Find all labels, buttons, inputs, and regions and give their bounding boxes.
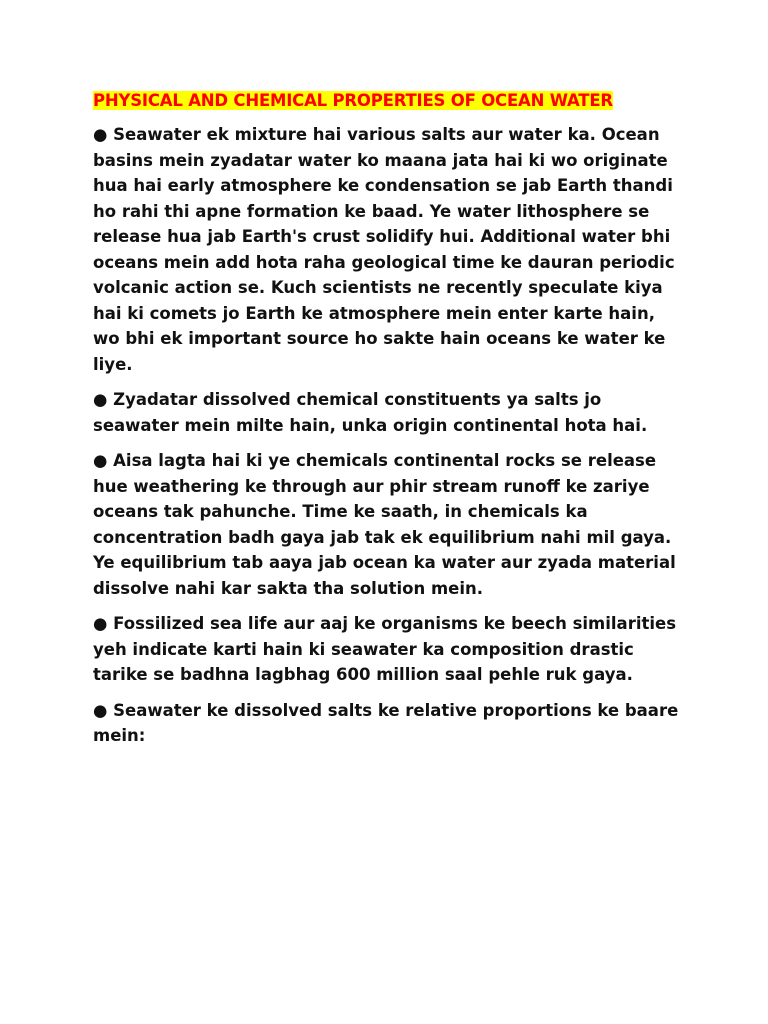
- paragraph-2: ● Zyadatar dissolved chemical constituents ya salts jo seawater mein milte hain, unka origin continental hota hai.: [93, 390, 648, 435]
- document-title: PHYSICAL AND CHEMICAL PROPERTIES OF OCEAN WATER: [93, 91, 613, 110]
- paragraph-5: ● Seawater ke dissolved salts ke relative proportions ke baare mein:: [93, 700, 679, 745]
- title-row: [93, 88, 683, 113]
- paragraph-1: ● Seawater ek mixture hai various salts aur water ka. Ocean basins mein zyadatar water ko maana jata hai ki wo originate hua hai early atmosphere ke condensation se jab Earth thandi ho rahi thi apne formation ke baad. Ye water lithosphere se release hua jab Earth's crust solidify hui. Additional water bhi oceans mein add hota raha geological time ke dauran periodic volcanic action se. Kuch scientists ne recently speculate kiya hai ki comets jo Earth ke atmosphere mein enter karte hain, wo bhi ek important source ho sakte hain oceans ke water ke liye.: [93, 125, 675, 374]
- paragraph-3: ● Aisa lagta hai ki ye chemicals continental rocks se release hue weathering ke through aur phir stream runoff ke zariye oceans tak pahunche. Time ke saath, in chemicals ka concentration badh gaya jab tak ek equilibrium nahi mil gaya. Ye equilibrium tab aaya jab ocean ka water aur zyada material dissolve nahi kar sakta tha solution mein.: [93, 451, 676, 598]
- paragraph-4: ● Fossilized sea life aur aaj ke organisms ke beech similarities yeh indicate karti hain ki seawater ka composition drastic tarike se badhna lagbhag 600 million saal pehle ruk gaya.: [93, 614, 677, 684]
- document-content: [93, 88, 683, 759]
